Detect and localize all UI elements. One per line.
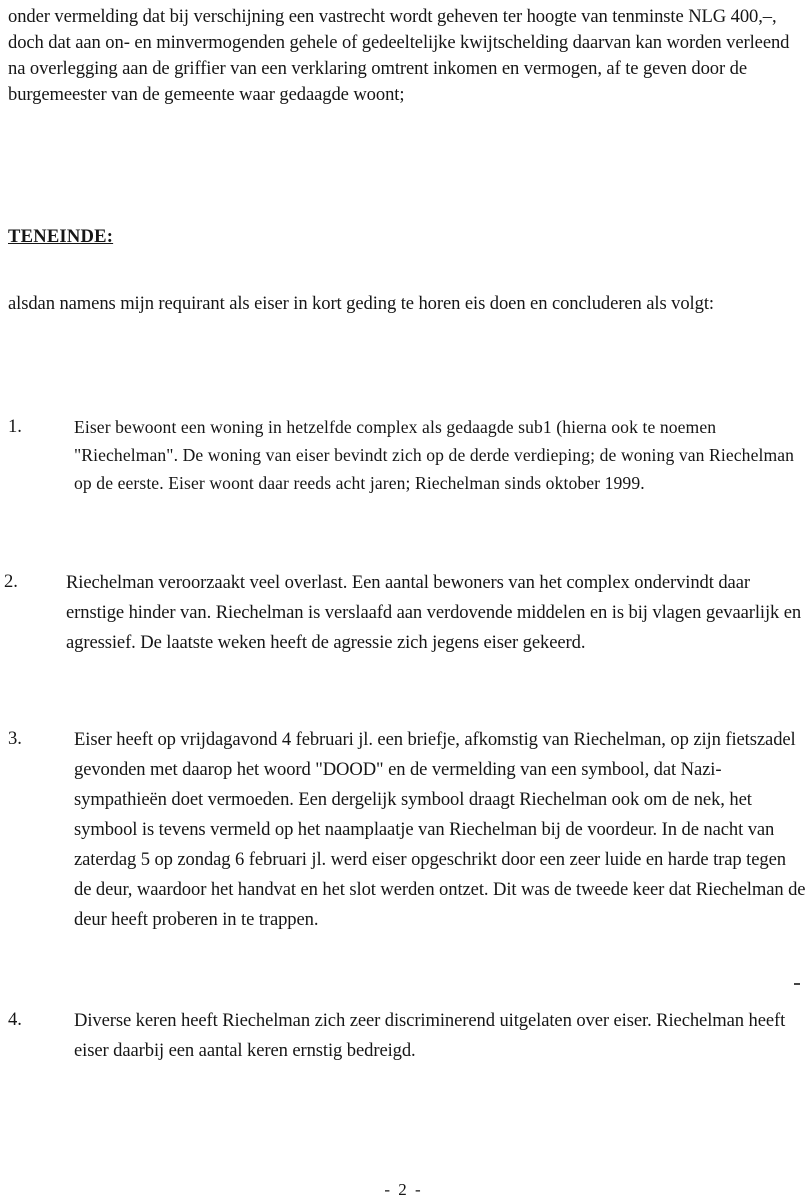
item-number: 2.	[4, 571, 18, 592]
item-text: Eiser heeft op vrijdagavond 4 februari jl. een briefje, afkomstig van Riechelman, op zijn fietszadel gevonden met daarop het woord "DOOD" en de vermelding van een symbool, dat Nazi-sympathieën doet vermoeden. Een dergelijk symbool draagt Riechelman ook om de nek, het symbool is tevens vermeld op het naamplaatje van Riechelman bij de voordeur. In de nacht van zaterdag 5 op zondag 6 februari jl. werd eiser opgeschrikt door een zeer luide en harde trap tegen de deur, waardoor het handvat en het slot werden ontzet. Dit was de tweede keer dat Riechelman de deur heeft proberen in te trappen.	[74, 729, 806, 930]
page-number: - 2 -	[384, 1180, 423, 1199]
item-text: Riechelman veroorzaakt veel overlast. Een aantal bewoners van het complex ondervindt daar ernstige hinder van. Riechelman is verslaafd aan verdovende middelen en is bij vlagen gevaarlijk en agressief. De laatste weken heeft de agressie zich jegens eiser gekeerd.	[66, 572, 802, 653]
opening-paragraph: onder vermelding dat bij verschijning een vastrecht wordt geheven ter hoogte van tenminste NLG 400,–, doch dat aan on- en minvermogenden gehele of gedeeltelijke kwijtschelding daarvan kan worden verleend na overlegging aan de griffier van een verklaring omtrent inkomen en vermogen, af te geven door de burgemeester van de gemeente waar gedaagde woont;	[8, 6, 790, 105]
item-number: 1.	[8, 416, 22, 437]
item-text: Eiser bewoont een woning in hetzelfde complex als gedaagde sub1 (hierna ook te noemen "Riechelman". De woning van eiser bevindt zich op de derde verdieping; de woning van Riechelman op de eerste. Eiser woont daar reeds acht jaren; Riechelman sinds oktober 1999.	[74, 417, 795, 493]
section-heading: TENEINDE:	[8, 226, 114, 247]
item-number: 4.	[8, 1009, 22, 1030]
item-number: 3.	[8, 728, 22, 749]
scan-artifact	[794, 983, 800, 985]
item-text: Diverse keren heeft Riechelman zich zeer discriminerend uitgelaten over eiser. Riechelman heeft eiser daarbij een aantal keren ernstig bedreigd.	[74, 1010, 786, 1061]
intro-paragraph: alsdan namens mijn requirant als eiser in kort geding te horen eis doen en concluderen als volgt:	[8, 293, 714, 314]
